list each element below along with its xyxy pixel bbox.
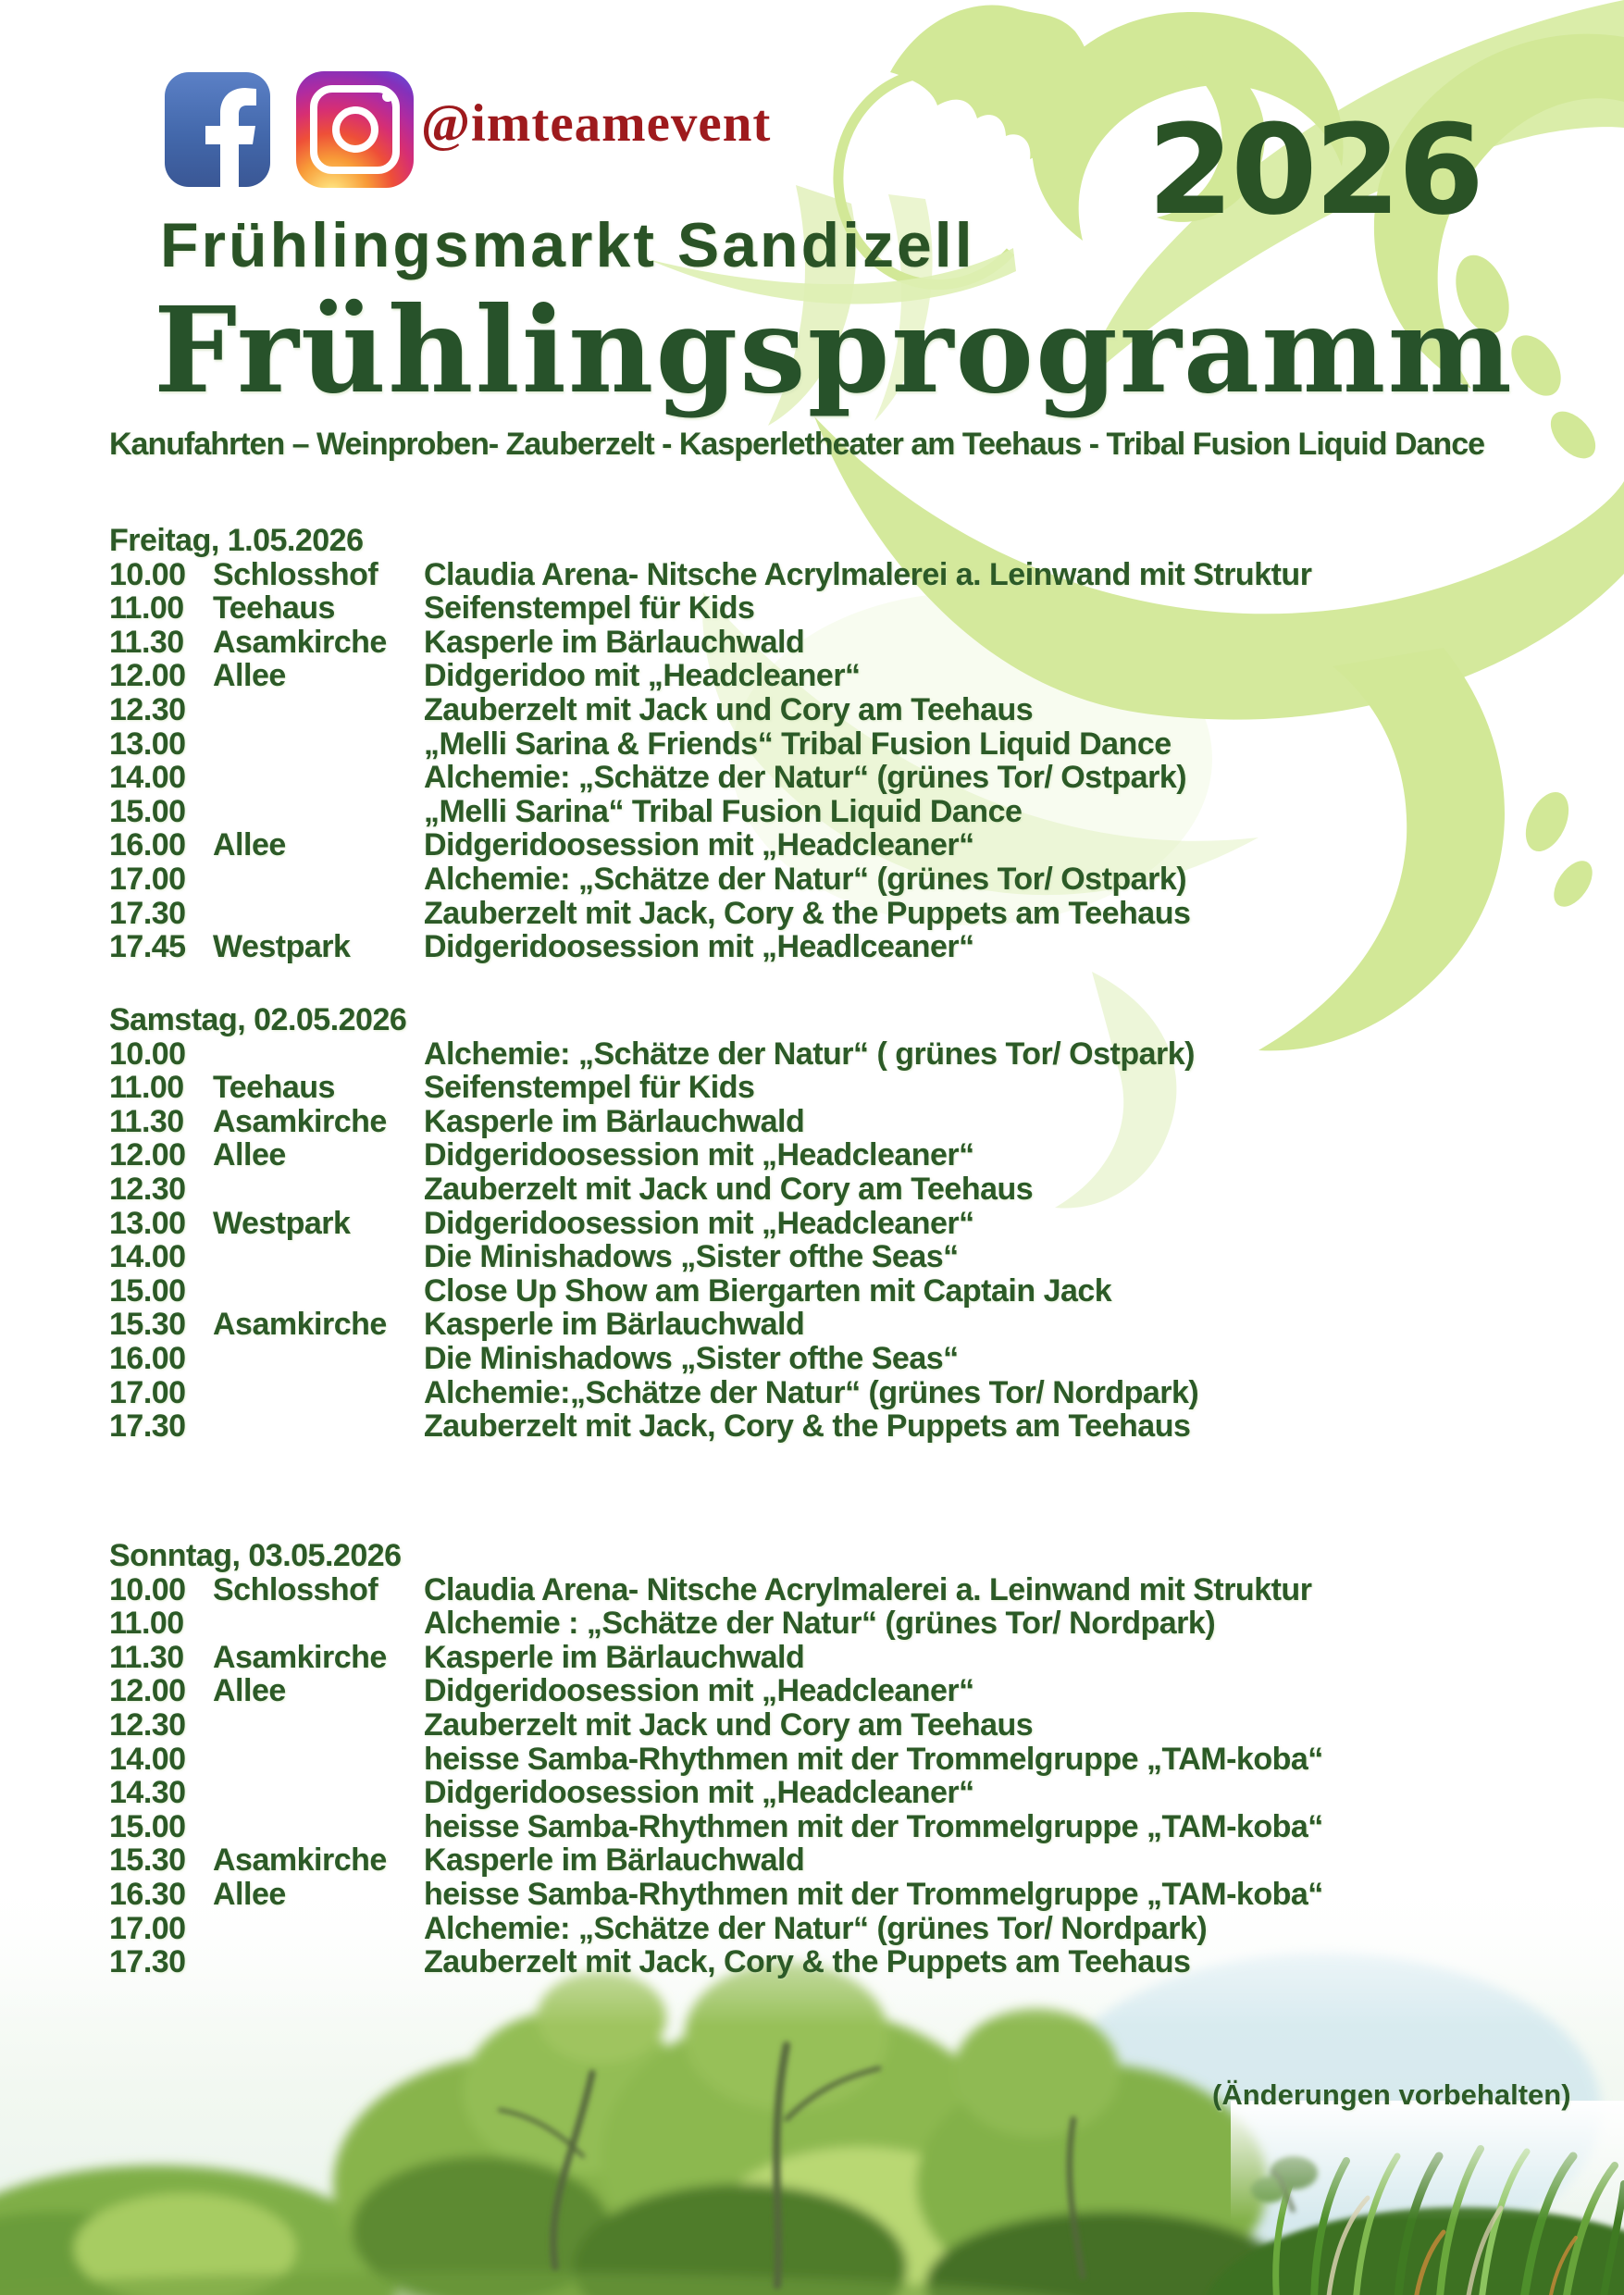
- time-label: 17.00: [109, 1910, 186, 1946]
- time-label: 11.30: [109, 1103, 184, 1139]
- program-title: Frühlingsprogramm: [154, 281, 1514, 419]
- schedule-row: [109, 1776, 1323, 1810]
- time-label: 12.00: [109, 1673, 186, 1709]
- event-description: Alchemie: „Schätze der Natur“ ( grünes Tor/ Ostpark): [424, 1036, 1195, 1072]
- location-label: Asamkirche: [213, 1103, 387, 1139]
- schedule-row: [109, 1409, 1198, 1444]
- event-description: Alchemie: „Schätze der Natur“ (grünes Tor/ Ostpark): [424, 760, 1187, 796]
- time-label: 11.00: [109, 590, 184, 626]
- location-label: [213, 761, 424, 795]
- location-label: Westpark: [213, 1205, 351, 1241]
- time-label: 17.00: [109, 1374, 186, 1410]
- event-description: heisse Samba-Rhythmen mit der Trommelgruppe „TAM-koba“: [424, 1741, 1323, 1777]
- location-label: Asamkirche: [213, 1307, 387, 1343]
- time-label: 13.00: [109, 726, 186, 762]
- location-label: [213, 897, 424, 931]
- social-handle[interactable]: @imteamevent: [421, 94, 772, 153]
- schedule-row: [109, 1342, 1198, 1376]
- location-label: Westpark: [213, 929, 351, 965]
- event-description: Kasperle im Bärlauchwald: [424, 1842, 805, 1879]
- location-label: Asamkirche: [213, 624, 387, 660]
- location-label: Allee: [213, 1137, 286, 1173]
- schedule-row: [109, 1573, 1323, 1607]
- schedule-row: [109, 1274, 1198, 1309]
- time-label: 12.00: [109, 1137, 186, 1173]
- event-description: Kasperle im Bärlauchwald: [424, 624, 805, 660]
- location-label: [213, 795, 424, 829]
- time-label: 16.00: [109, 1340, 186, 1376]
- event-description: Didgeridoosession mit „Headcleaner“: [424, 1775, 974, 1811]
- event-description: Claudia Arena- Nitsche Acrylmalerei a. Leinwand mit Struktur: [424, 556, 1312, 592]
- section-title: Freitag, 1.05.2026: [109, 523, 364, 558]
- location-label: [213, 1172, 424, 1207]
- time-label: 14.00: [109, 1239, 186, 1275]
- time-label: 10.00: [109, 1036, 186, 1072]
- market-title: Frühlingsmarkt Sandizell: [160, 210, 975, 280]
- time-label: 16.30: [109, 1876, 186, 1912]
- schedule-row: [109, 693, 1311, 727]
- event-description: Didgeridoosession mit „Headcleaner“: [424, 827, 974, 863]
- location-label: [213, 1240, 424, 1274]
- event-description: Alchemie : „Schätze der Natur“ (grünes Tor/ Nordpark): [424, 1606, 1216, 1642]
- location-label: [213, 1776, 424, 1810]
- time-label: 15.00: [109, 1808, 186, 1844]
- changes-reserved-note: (Änderungen vorbehalten): [1212, 2078, 1571, 2111]
- location-label: [213, 1409, 424, 1444]
- event-description: Zauberzelt mit Jack, Cory & the Puppets am Teehaus: [424, 1944, 1191, 1980]
- event-description: Kasperle im Bärlauchwald: [424, 1103, 805, 1139]
- event-description: „Melli Sarina & Friends“ Tribal Fusion Liquid Dance: [424, 726, 1172, 762]
- time-label: 17.45: [109, 929, 186, 965]
- time-label: 14.00: [109, 760, 186, 796]
- schedule-row: [109, 1843, 1323, 1878]
- location-label: Allee: [213, 1673, 286, 1709]
- subtitle-line: Kanufahrten – Weinproben- Zauberzelt - Kasperletheater am Teehaus - Tribal Fusion Liquid Dance: [109, 427, 1485, 462]
- schedule-row: [109, 862, 1311, 897]
- schedule-row: [109, 1172, 1198, 1207]
- location-label: Schlosshof: [213, 1571, 378, 1607]
- schedule-row: [109, 761, 1311, 795]
- location-label: Teehaus: [213, 590, 335, 626]
- schedule-row: [109, 1912, 1323, 1946]
- event-description: Didgeridoosession mit „Headcleaner“: [424, 1673, 974, 1709]
- time-label: 15.00: [109, 793, 186, 829]
- time-label: 15.30: [109, 1307, 186, 1343]
- time-label: 11.30: [109, 624, 184, 660]
- location-label: [213, 1743, 424, 1777]
- event-description: Close Up Show am Biergarten mit Captain Jack: [424, 1272, 1112, 1309]
- time-label: 12.30: [109, 691, 186, 727]
- location-label: [213, 1376, 424, 1410]
- schedule-row: [109, 1810, 1323, 1844]
- schedule-row: [109, 727, 1311, 762]
- time-label: 14.00: [109, 1741, 186, 1777]
- time-label: 12.00: [109, 658, 186, 694]
- time-label: 12.30: [109, 1706, 186, 1743]
- event-description: Alchemie: „Schätze der Natur“ (grünes Tor/ Nordpark): [424, 1910, 1208, 1946]
- event-description: Seifenstempel für Kids: [424, 590, 755, 626]
- location-label: [213, 1606, 424, 1641]
- location-label: Allee: [213, 658, 286, 694]
- time-label: 16.00: [109, 827, 186, 863]
- event-description: Die Minishadows „Sister ofthe Seas“: [424, 1239, 959, 1275]
- time-label: 13.00: [109, 1205, 186, 1241]
- time-label: 17.30: [109, 895, 186, 931]
- schedule-section: [109, 1539, 1323, 1979]
- event-description: Didgeridoosession mit „Headcleaner“: [424, 1137, 974, 1173]
- time-label: 10.00: [109, 1571, 186, 1607]
- event-description: Didgeridoosession mit „Headlceaner“: [424, 929, 974, 965]
- location-label: Teehaus: [213, 1070, 335, 1106]
- schedule-row: [109, 626, 1311, 660]
- schedule-section: [109, 1003, 1198, 1444]
- schedule-row: [109, 1037, 1198, 1072]
- location-label: [213, 1912, 424, 1946]
- schedule-row: [109, 1878, 1323, 1912]
- schedule-row: [109, 930, 1311, 964]
- event-description: Claudia Arena- Nitsche Acrylmalerei a. Leinwand mit Struktur: [424, 1571, 1312, 1607]
- schedule-row: [109, 1641, 1323, 1675]
- event-description: Seifenstempel für Kids: [424, 1070, 755, 1106]
- location-label: Asamkirche: [213, 1842, 387, 1879]
- schedule-row: [109, 1674, 1323, 1708]
- schedule-row: [109, 1743, 1323, 1777]
- time-label: 11.00: [109, 1070, 184, 1106]
- event-description: heisse Samba-Rhythmen mit der Trommelgruppe „TAM-koba“: [424, 1808, 1323, 1844]
- schedule-row: [109, 1138, 1198, 1172]
- location-label: [213, 727, 424, 762]
- location-label: Schlosshof: [213, 556, 378, 592]
- event-description: Kasperle im Bärlauchwald: [424, 1639, 805, 1675]
- location-label: [213, 1037, 424, 1072]
- schedule-row: [109, 1376, 1198, 1410]
- location-label: Allee: [213, 1876, 286, 1912]
- location-label: [213, 1274, 424, 1309]
- time-label: 17.30: [109, 1408, 186, 1445]
- location-label: [213, 1342, 424, 1376]
- schedule-row: [109, 1945, 1323, 1979]
- location-label: [213, 1945, 424, 1979]
- event-description: Zauberzelt mit Jack, Cory & the Puppets am Teehaus: [424, 895, 1191, 931]
- time-label: 12.30: [109, 1171, 186, 1207]
- time-label: 11.30: [109, 1639, 184, 1675]
- section-title: Sonntag, 03.05.2026: [109, 1538, 402, 1573]
- schedule-row: [109, 795, 1311, 829]
- event-description: Zauberzelt mit Jack, Cory & the Puppets am Teehaus: [424, 1408, 1191, 1445]
- schedule-section: [109, 524, 1311, 964]
- schedule-row: [109, 558, 1311, 592]
- event-description: Kasperle im Bärlauchwald: [424, 1307, 805, 1343]
- schedule-row: [109, 1708, 1323, 1743]
- time-label: 14.30: [109, 1775, 186, 1811]
- event-description: Die Minishadows „Sister ofthe Seas“: [424, 1340, 959, 1376]
- schedule-row: [109, 897, 1311, 931]
- location-label: [213, 862, 424, 897]
- schedule-row: [109, 591, 1311, 626]
- schedule-row: [109, 1105, 1198, 1139]
- event-description: „Melli Sarina“ Tribal Fusion Liquid Dance: [424, 793, 1023, 829]
- schedule-row: [109, 1071, 1198, 1105]
- event-description: Zauberzelt mit Jack und Cory am Teehaus: [424, 1706, 1034, 1743]
- schedule-row: [109, 659, 1311, 693]
- schedule-row: [109, 1308, 1198, 1342]
- schedule-row: [109, 1207, 1198, 1241]
- schedule-row: [109, 828, 1311, 862]
- time-label: 15.30: [109, 1842, 186, 1879]
- event-description: heisse Samba-Rhythmen mit der Trommelgruppe „TAM-koba“: [424, 1876, 1323, 1912]
- location-label: [213, 693, 424, 727]
- event-description: Didgeridoo mit „Headcleaner“: [424, 658, 861, 694]
- time-label: 10.00: [109, 556, 186, 592]
- time-label: 17.30: [109, 1944, 186, 1980]
- year-label: 2026: [1147, 98, 1481, 242]
- section-title: Samstag, 02.05.2026: [109, 1002, 407, 1037]
- location-label: Asamkirche: [213, 1639, 387, 1675]
- location-label: Allee: [213, 827, 286, 863]
- schedule-row: [109, 1606, 1323, 1641]
- event-description: Zauberzelt mit Jack und Cory am Teehaus: [424, 691, 1034, 727]
- time-label: 17.00: [109, 861, 186, 897]
- event-description: Alchemie:„Schätze der Natur“ (grünes Tor/ Nordpark): [424, 1374, 1199, 1410]
- event-description: Zauberzelt mit Jack und Cory am Teehaus: [424, 1171, 1034, 1207]
- time-label: 15.00: [109, 1272, 186, 1309]
- event-description: Alchemie: „Schätze der Natur“ (grünes Tor/ Ostpark): [424, 861, 1187, 897]
- time-label: 11.00: [109, 1606, 184, 1642]
- schedule-row: [109, 1240, 1198, 1274]
- event-description: Didgeridoosession mit „Headcleaner“: [424, 1205, 974, 1241]
- location-label: [213, 1810, 424, 1844]
- location-label: [213, 1708, 424, 1743]
